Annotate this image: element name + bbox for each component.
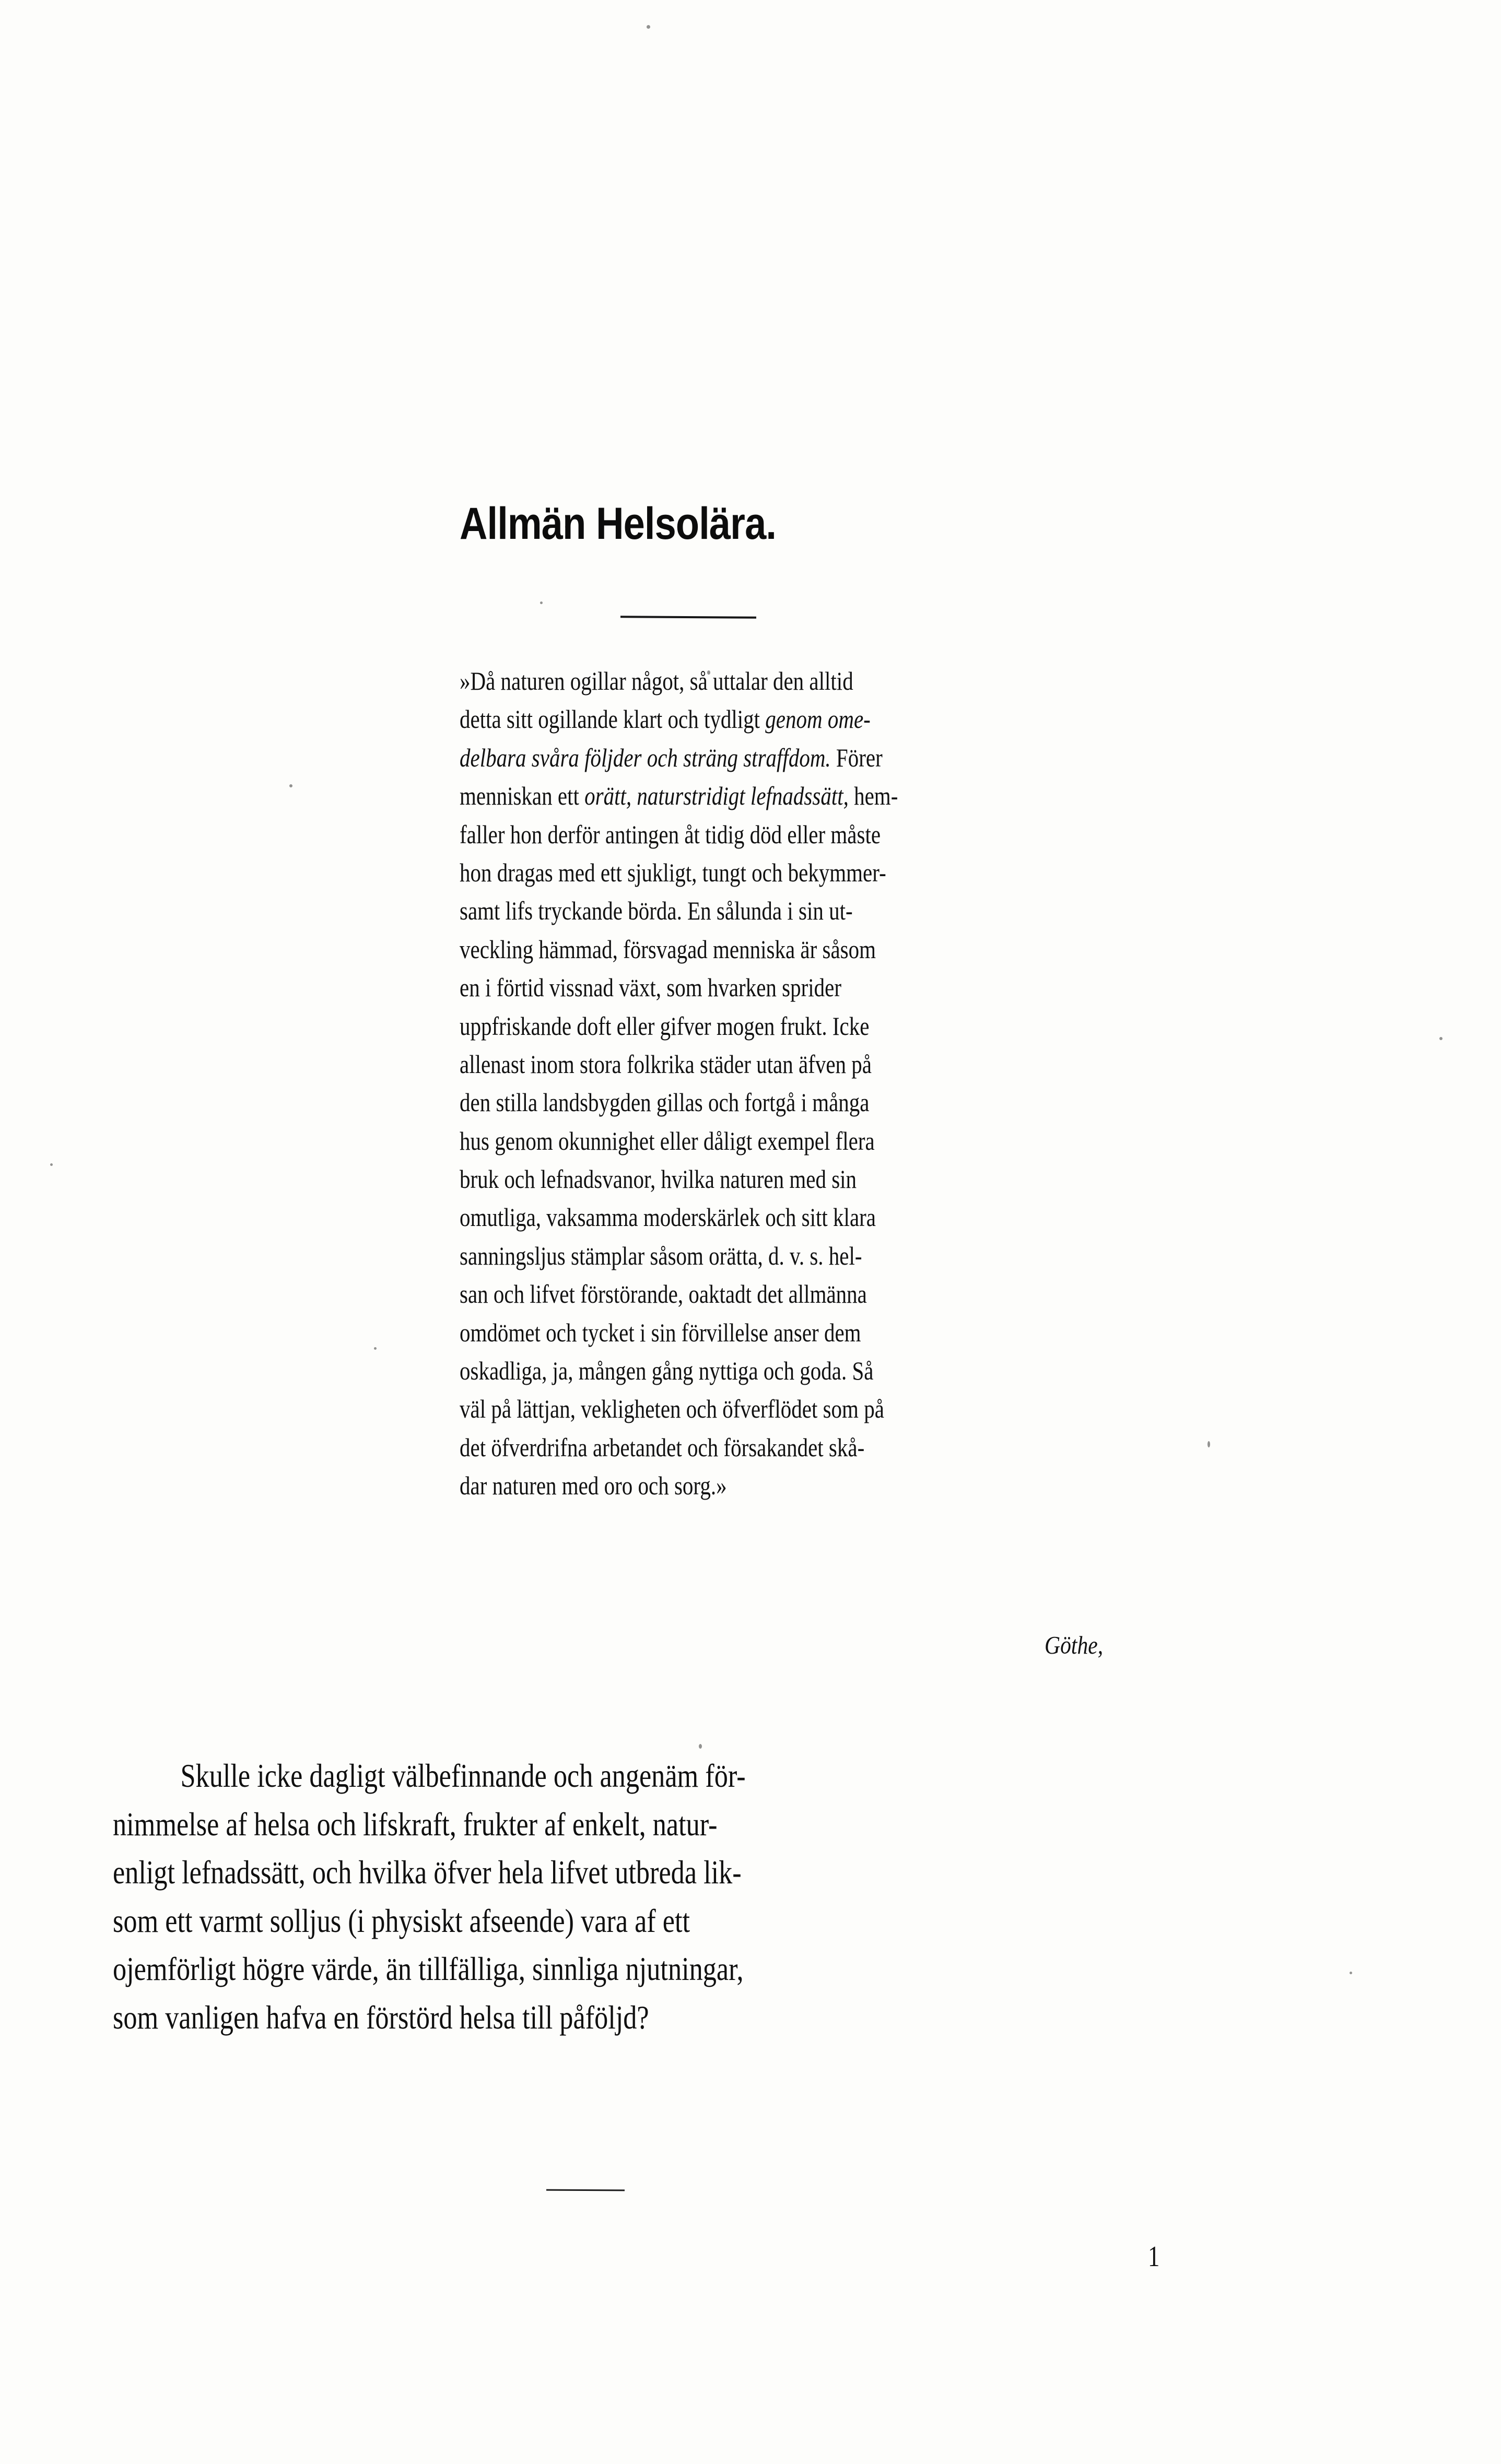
plain-text: uppfriskande doft eller gifver mogen frukt. Icke: [460, 1011, 870, 1041]
page-number: 1: [1148, 2241, 1160, 2273]
epigraph-line: [460, 1007, 1145, 1045]
plain-text: en i förtid vissnad växt, som hvarken sprider: [460, 973, 842, 1003]
title-block: [460, 499, 1086, 549]
plain-text: hus genom okunnighet eller dåligt exempel flera: [460, 1126, 875, 1156]
scan-speckle: [699, 1744, 702, 1749]
plain-text: oskadliga, ja, mången gång nyttiga och goda. Så: [460, 1356, 874, 1386]
epigraph-line: [460, 1045, 1145, 1083]
emphasized-text: delbara svåra följder och sträng straffdom.: [460, 742, 831, 772]
epigraph-line: [460, 700, 1145, 738]
epigraph-line: [460, 1467, 1145, 1505]
scan-speckle: [289, 784, 292, 787]
epigraph-attribution: Göthe,: [1045, 1631, 1104, 1659]
epigraph-line: [460, 1237, 1145, 1275]
body-paragraph: [113, 1752, 1377, 2042]
epigraph-line: [460, 892, 1145, 930]
plain-text: san och lifvet förstörande, oaktadt det allmänna: [460, 1279, 867, 1309]
page-title: Allmän Helsolära.: [460, 499, 777, 549]
epigraph-line: [460, 1160, 1145, 1198]
plain-text: menniskan ett: [460, 781, 585, 811]
epigraph-line: [460, 816, 1145, 854]
scan-speckle: [374, 1347, 377, 1350]
plain-text: »Då naturen ogillar något, så uttalar den alltid: [460, 666, 853, 695]
plain-text: veckling hämmad, försvagad menniska är såsom: [460, 934, 876, 964]
title-divider-rule: [620, 616, 756, 619]
plain-text: Förer: [830, 742, 883, 772]
body-line: nimmelse af helsa och lifskraft, frukter af enkelt, natur-: [113, 1806, 718, 1843]
plain-text: allenast inom stora folkrika städer utan äfven på: [460, 1049, 872, 1079]
epigraph-line: [460, 1083, 1145, 1122]
body-line: som vanligen hafva en förstörd helsa till påföljd?: [113, 1999, 649, 2036]
epigraph-line: [460, 1390, 1145, 1428]
plain-text: hem-: [848, 781, 898, 811]
plain-text: hon dragas med ett sjukligt, tungt och bekymmer-: [460, 857, 886, 887]
body-line: som ett varmt solljus (i physiskt afseende) vara af ett: [113, 1902, 690, 1939]
plain-text: dar naturen med oro och sorg.»: [460, 1471, 727, 1501]
scan-speckle: [647, 25, 650, 29]
scan-speckle: [50, 1163, 53, 1166]
scan-speckle: [1439, 1037, 1443, 1040]
plain-text: omutliga, vaksamma moderskärlek och sitt klara: [460, 1202, 876, 1232]
epigraph-line: [460, 662, 1145, 700]
emphasized-text: genom ome-: [765, 704, 871, 734]
plain-text: faller hon derför antingen åt tidig död eller måste: [460, 819, 881, 849]
body-line: enligt lefnadssätt, och hvilka öfver hela lifvet utbreda lik-: [113, 1854, 742, 1891]
epigraph-line: [460, 969, 1145, 1007]
plain-text: väl på lättjan, vekligheten och öfverflödet som på: [460, 1394, 884, 1424]
epigraph-block: [460, 662, 1295, 1505]
plain-text: bruk och lefnadsvanor, hvilka naturen med sin: [460, 1164, 857, 1194]
body-line: Skulle icke dagligt välbefinnande och angenäm för-: [180, 1758, 746, 1794]
epigraph-line: [460, 1429, 1145, 1467]
plain-text: samt lifs tryckande börda. En sålunda i sin ut-: [460, 896, 853, 926]
plain-text: det öfverdrifna arbetandet och försakandet skå-: [460, 1432, 865, 1462]
epigraph-line: [460, 854, 1145, 892]
epigraph-line: [460, 930, 1145, 969]
footer-divider-rule: [546, 2189, 625, 2191]
epigraph-line: [460, 739, 1145, 777]
emphasized-text: orätt, naturstridigt lefnadssätt,: [584, 781, 849, 811]
plain-text: omdömet och tycket i sin förvillelse anser dem: [460, 1317, 861, 1347]
epigraph-line: [460, 1352, 1145, 1390]
scan-speckle: [540, 602, 543, 604]
epigraph-line: [460, 1314, 1145, 1352]
epigraph-line: [460, 777, 1145, 815]
plain-text: detta sitt ogillande klart och tydligt: [460, 704, 766, 734]
epigraph-line: [460, 1275, 1145, 1313]
epigraph-line: [460, 1198, 1145, 1236]
plain-text: sanningsljus stämplar såsom orätta, d. v. s. hel-: [460, 1241, 862, 1270]
epigraph-line: [460, 1122, 1145, 1160]
body-line: ojemförligt högre värde, än tillfälliga, sinnliga njutningar,: [113, 1951, 744, 1987]
plain-text: den stilla landsbygden gillas och fortgå i många: [460, 1088, 870, 1117]
